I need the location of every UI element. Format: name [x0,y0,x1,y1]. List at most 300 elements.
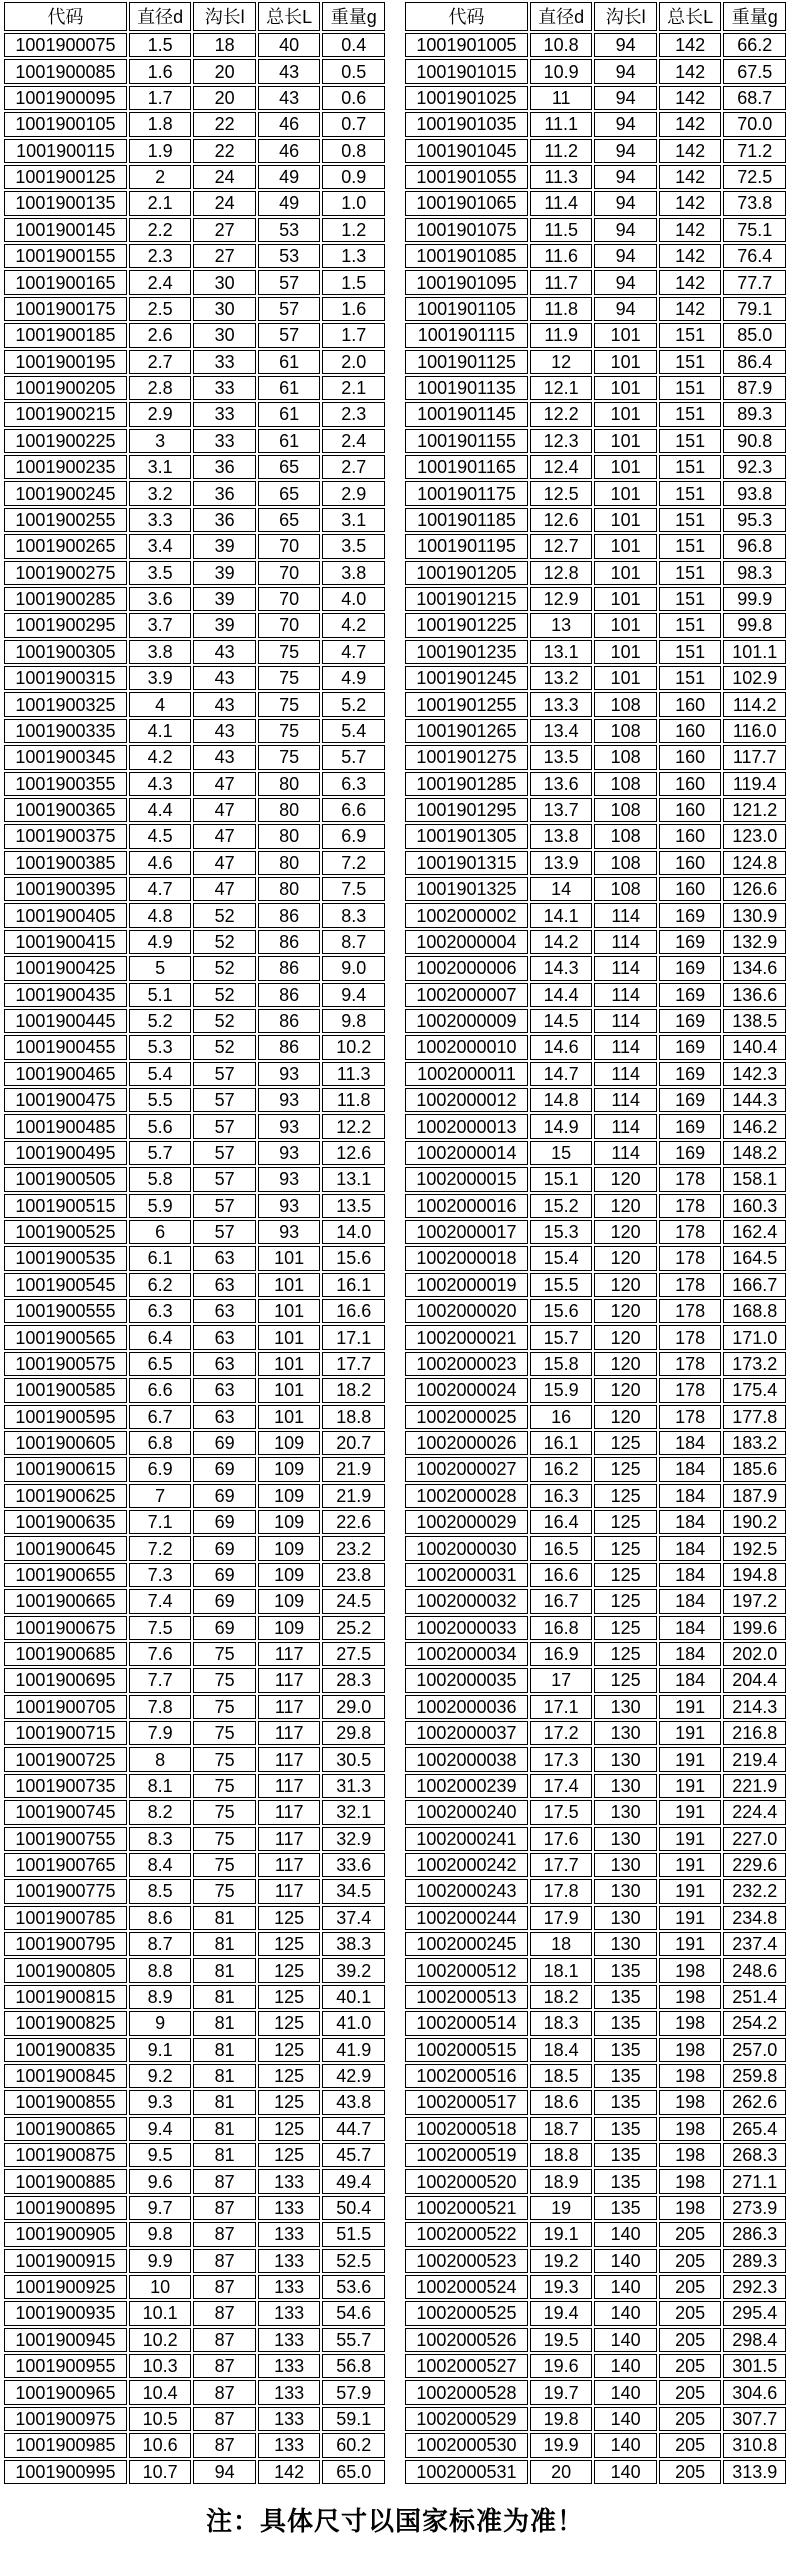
cell-total-length: 86 [258,1035,321,1059]
cell-weight: 2.9 [322,481,385,505]
cell-total-length: 75 [258,692,321,716]
cell-diameter: 3.4 [129,534,192,558]
cell-diameter: 13.8 [530,824,593,848]
cell-total-length: 101 [258,1299,321,1323]
table-row [4,2380,385,2404]
table-row [405,1879,786,1903]
table-row [4,1958,385,1982]
cell-weight: 134.6 [723,956,786,980]
cell-code: 1002000244 [405,1906,528,1930]
cell-weight: 168.8 [723,1299,786,1323]
table-row [405,1668,786,1692]
cell-diameter: 17.2 [530,1721,593,1745]
cell-code: 1002000522 [405,2222,528,2246]
col-header-groove-length: 沟长l [594,2,657,31]
cell-diameter: 20 [530,2460,593,2485]
cell-groove-length: 18 [193,33,256,57]
cell-diameter: 11 [530,86,593,110]
cell-total-length: 117 [258,1747,321,1771]
cell-groove-length: 101 [594,508,657,532]
cell-diameter: 10.3 [129,2354,192,2378]
cell-diameter: 16.4 [530,1510,593,1534]
cell-diameter: 8.4 [129,1853,192,1877]
table-row [4,86,385,110]
cell-diameter: 9.6 [129,2169,192,2193]
cell-total-length: 125 [258,1985,321,2009]
cell-diameter: 15.7 [530,1325,593,1349]
table-row [4,1405,385,1429]
cell-groove-length: 43 [193,692,256,716]
cell-weight: 18.2 [322,1378,385,1402]
cell-code: 1001900705 [4,1695,127,1719]
table-row [4,1589,385,1613]
footnote: 注：具体尺寸以国家标准为准！ [205,2505,584,2536]
cell-diameter: 19.8 [530,2407,593,2431]
cell-weight: 117.7 [723,745,786,769]
table-row [405,903,786,927]
cell-code: 1002000011 [405,1062,528,1086]
cell-groove-length: 125 [594,1536,657,1560]
cell-code: 1001900255 [4,508,127,532]
cell-groove-length: 120 [594,1167,657,1191]
cell-diameter: 13.5 [530,745,593,769]
cell-diameter: 4.3 [129,772,192,796]
cell-weight: 67.5 [723,59,786,83]
cell-total-length: 184 [659,1536,722,1560]
cell-code: 1002000525 [405,2301,528,2325]
cell-groove-length: 52 [193,930,256,954]
cell-total-length: 133 [258,2169,321,2193]
cell-code: 1002000002 [405,903,528,927]
cell-code: 1002000038 [405,1747,528,1771]
cell-total-length: 198 [659,2038,722,2062]
cell-code: 1001901255 [405,692,528,716]
cell-groove-length: 135 [594,1958,657,1982]
cell-total-length: 142 [659,59,722,83]
cell-code: 1002000020 [405,1299,528,1323]
cell-groove-length: 33 [193,376,256,400]
cell-weight: 102.9 [723,666,786,690]
cell-code: 1002000524 [405,2275,528,2299]
cell-code: 1001901115 [405,323,528,347]
cell-groove-length: 125 [594,1589,657,1613]
cell-code: 1001900415 [4,930,127,954]
cell-code: 1001900195 [4,350,127,374]
cell-diameter: 9.1 [129,2038,192,2062]
table-row [405,191,786,215]
cell-weight: 11.3 [322,1062,385,1086]
cell-total-length: 70 [258,534,321,558]
cell-groove-length: 81 [193,1958,256,1982]
cell-weight: 15.6 [322,1246,385,1270]
cell-code: 1002000243 [405,1879,528,1903]
cell-weight: 34.5 [322,1879,385,1903]
cell-code: 1002000006 [405,956,528,980]
cell-groove-length: 33 [193,350,256,374]
table-row [405,1194,786,1218]
cell-total-length: 101 [258,1246,321,1270]
cell-weight: 5.7 [322,745,385,769]
cell-diameter: 10.7 [129,2460,192,2485]
cell-total-length: 125 [258,2117,321,2141]
cell-code: 1001901165 [405,455,528,479]
cell-code: 1001900205 [4,376,127,400]
cell-groove-length: 47 [193,877,256,901]
cell-diameter: 6.3 [129,1299,192,1323]
cell-total-length: 75 [258,640,321,664]
cell-weight: 219.4 [723,1747,786,1771]
cell-groove-length: 87 [193,2301,256,2325]
cell-diameter: 19.6 [530,2354,593,2378]
cell-code: 1001900825 [4,2011,127,2035]
cell-code: 1001900305 [4,640,127,664]
cell-groove-length: 36 [193,455,256,479]
cell-weight: 301.5 [723,2354,786,2378]
cell-diameter: 8.6 [129,1906,192,1930]
cell-total-length: 205 [659,2275,722,2299]
table-row [405,1589,786,1613]
cell-diameter: 9.5 [129,2143,192,2167]
cell-groove-length: 81 [193,2117,256,2141]
table-row [4,2433,385,2457]
cell-groove-length: 94 [594,191,657,215]
cell-diameter: 2.6 [129,323,192,347]
cell-groove-length: 22 [193,112,256,136]
cell-code: 1001900765 [4,1853,127,1877]
cell-groove-length: 140 [594,2354,657,2378]
table-row [4,1853,385,1877]
cell-groove-length: 27 [193,244,256,268]
cell-total-length: 205 [659,2460,722,2485]
cell-diameter: 15.2 [530,1194,593,1218]
cell-weight: 13.1 [322,1167,385,1191]
cell-groove-length: 130 [594,1879,657,1903]
cell-diameter: 17.8 [530,1879,593,1903]
table-row [4,429,385,453]
cell-weight: 4.9 [322,666,385,690]
table-row [4,2169,385,2193]
cell-total-length: 169 [659,1114,722,1138]
cell-diameter: 14.2 [530,930,593,954]
cell-total-length: 101 [258,1273,321,1297]
cell-groove-length: 52 [193,1009,256,1033]
table-row [405,1774,786,1798]
cell-code: 1001900735 [4,1774,127,1798]
cell-diameter: 17 [530,1668,593,1692]
cell-groove-length: 101 [594,429,657,453]
cell-total-length: 125 [258,2038,321,2062]
table-row [405,798,786,822]
cell-code: 1001900585 [4,1378,127,1402]
table-row [4,983,385,1007]
cell-total-length: 117 [258,1668,321,1692]
cell-diameter: 4.6 [129,851,192,875]
table-row [4,1906,385,1930]
cell-weight: 16.1 [322,1273,385,1297]
cell-weight: 76.4 [723,244,786,268]
cell-diameter: 18.3 [530,2011,593,2035]
cell-groove-length: 75 [193,1800,256,1824]
table-row [405,2354,786,2378]
cell-code: 1001900915 [4,2249,127,2273]
cell-weight: 87.9 [723,376,786,400]
cell-total-length: 125 [258,2064,321,2088]
cell-groove-length: 22 [193,139,256,163]
cell-diameter: 5.8 [129,1167,192,1191]
cell-code: 1001900615 [4,1457,127,1481]
cell-weight: 21.9 [322,1484,385,1508]
table-row [4,112,385,136]
cell-code: 1002000018 [405,1246,528,1270]
cell-code: 1002000516 [405,2064,528,2088]
cell-weight: 53.6 [322,2275,385,2299]
table-row [4,1484,385,1508]
cell-weight: 166.7 [723,1273,786,1297]
cell-diameter: 10.5 [129,2407,192,2431]
cell-total-length: 43 [258,86,321,110]
cell-total-length: 178 [659,1378,722,1402]
cell-groove-length: 101 [594,561,657,585]
cell-diameter: 6.1 [129,1246,192,1270]
cell-weight: 216.8 [723,1721,786,1745]
cell-weight: 2.1 [322,376,385,400]
cell-diameter: 9.3 [129,2090,192,2114]
cell-total-length: 142 [258,2460,321,2485]
cell-total-length: 184 [659,1642,722,1666]
table-row [405,2064,786,2088]
cell-code: 1001900645 [4,1536,127,1560]
cell-code: 1001900945 [4,2328,127,2352]
table-row [405,1167,786,1191]
cell-total-length: 109 [258,1616,321,1640]
cell-total-length: 151 [659,613,722,637]
table-row [4,323,385,347]
table-row [405,165,786,189]
cell-diameter: 17.6 [530,1827,593,1851]
cell-groove-length: 47 [193,824,256,848]
cell-code: 1002000034 [405,1642,528,1666]
cell-code: 1001900115 [4,139,127,163]
cell-weight: 22.6 [322,1510,385,1534]
cell-groove-length: 130 [594,1800,657,1824]
cell-code: 1001900865 [4,2117,127,2141]
cell-diameter: 7.9 [129,1721,192,1745]
cell-total-length: 151 [659,534,722,558]
table-row [405,2328,786,2352]
cell-diameter: 16.1 [530,1431,593,1455]
cell-total-length: 160 [659,772,722,796]
cell-code: 1001900105 [4,112,127,136]
cell-groove-length: 81 [193,1932,256,1956]
cell-weight: 27.5 [322,1642,385,1666]
table-row [4,1642,385,1666]
cell-code: 1001900335 [4,719,127,743]
cell-weight: 39.2 [322,1958,385,1982]
cell-weight: 16.6 [322,1299,385,1323]
cell-diameter: 6 [129,1220,192,1244]
header-row [405,2,786,31]
cell-code: 1001900955 [4,2354,127,2378]
cell-groove-length: 75 [193,1827,256,1851]
cell-total-length: 205 [659,2354,722,2378]
table-row [4,640,385,664]
cell-diameter: 1.6 [129,59,192,83]
cell-diameter: 19.7 [530,2380,593,2404]
cell-diameter: 10.4 [129,2380,192,2404]
cell-diameter: 5.4 [129,1062,192,1086]
cell-groove-length: 57 [193,1141,256,1165]
cell-total-length: 109 [258,1484,321,1508]
cell-code: 1002000530 [405,2433,528,2457]
cell-code: 1001901245 [405,666,528,690]
cell-code: 1001901175 [405,481,528,505]
cell-weight: 124.8 [723,851,786,875]
cell-total-length: 133 [258,2433,321,2457]
cell-weight: 77.7 [723,270,786,294]
cell-total-length: 198 [659,2117,722,2141]
table-row [4,534,385,558]
cell-weight: 248.6 [723,1958,786,1982]
cell-code: 1001901075 [405,218,528,242]
cell-total-length: 133 [258,2407,321,2431]
cell-groove-length: 101 [594,666,657,690]
cell-groove-length: 75 [193,1853,256,1877]
cell-total-length: 142 [659,191,722,215]
cell-total-length: 160 [659,824,722,848]
cell-code: 1002000026 [405,1431,528,1455]
cell-code: 1002000529 [405,2407,528,2431]
cell-code: 1001900355 [4,772,127,796]
cell-code: 1002000021 [405,1325,528,1349]
cell-diameter: 16.2 [530,1457,593,1481]
cell-diameter: 3.7 [129,613,192,637]
cell-groove-length: 87 [193,2354,256,2378]
cell-groove-length: 108 [594,798,657,822]
cell-code: 1002000037 [405,1721,528,1745]
cell-groove-length: 135 [594,2090,657,2114]
cell-diameter: 5.3 [129,1035,192,1059]
cell-groove-length: 52 [193,956,256,980]
table-row [405,2433,786,2457]
cell-groove-length: 135 [594,2038,657,2062]
cell-diameter: 15.9 [530,1378,593,1402]
cell-groove-length: 33 [193,402,256,426]
cell-weight: 17.1 [322,1325,385,1349]
cell-total-length: 125 [258,2143,321,2167]
cell-diameter: 1.5 [129,33,192,57]
cell-weight: 175.4 [723,1378,786,1402]
cell-total-length: 205 [659,2222,722,2246]
cell-groove-length: 135 [594,2117,657,2141]
table-row [4,455,385,479]
cell-total-length: 57 [258,270,321,294]
table-row [4,2407,385,2431]
table-row [405,1484,786,1508]
cell-code: 1001900285 [4,587,127,611]
cell-total-length: 178 [659,1325,722,1349]
cell-code: 1001901225 [405,613,528,637]
cell-total-length: 133 [258,2301,321,2325]
cell-code: 1001900525 [4,1220,127,1244]
cell-diameter: 3.8 [129,640,192,664]
cell-groove-length: 69 [193,1536,256,1560]
cell-diameter: 8.9 [129,1985,192,2009]
table-row [405,2090,786,2114]
cell-code: 1001900265 [4,534,127,558]
cell-total-length: 80 [258,877,321,901]
cell-diameter: 12.2 [530,402,593,426]
cell-total-length: 205 [659,2407,722,2431]
cell-weight: 5.4 [322,719,385,743]
cell-total-length: 169 [659,1009,722,1033]
cell-code: 1001900315 [4,666,127,690]
cell-total-length: 178 [659,1246,722,1270]
cell-groove-length: 130 [594,1721,657,1745]
cell-diameter: 14.5 [530,1009,593,1033]
cell-groove-length: 75 [193,1642,256,1666]
cell-weight: 116.0 [723,719,786,743]
cell-code: 1002000515 [405,2038,528,2062]
cell-groove-length: 75 [193,1668,256,1692]
cell-total-length: 86 [258,903,321,927]
table-row [4,1352,385,1376]
table-row [405,139,786,163]
cell-diameter: 7.6 [129,1642,192,1666]
cell-total-length: 43 [258,59,321,83]
table-row [405,824,786,848]
cell-groove-length: 114 [594,930,657,954]
cell-total-length: 70 [258,613,321,637]
cell-groove-length: 130 [594,1906,657,1930]
cell-diameter: 2.7 [129,350,192,374]
cell-diameter: 16 [530,1405,593,1429]
cell-weight: 158.1 [723,1167,786,1191]
table-row [405,640,786,664]
cell-total-length: 169 [659,1062,722,1086]
cell-code: 1001900445 [4,1009,127,1033]
cell-groove-length: 36 [193,481,256,505]
cell-code: 1002000024 [405,1378,528,1402]
cell-groove-length: 120 [594,1246,657,1270]
cell-total-length: 70 [258,561,321,585]
table-row [4,1088,385,1112]
cell-weight: 14.0 [322,1220,385,1244]
table-row [4,2354,385,2378]
cell-weight: 9.0 [322,956,385,980]
cell-weight: 54.6 [322,2301,385,2325]
cell-groove-length: 130 [594,1695,657,1719]
cell-code: 1002000017 [405,1220,528,1244]
cell-diameter: 19.5 [530,2328,593,2352]
cell-diameter: 4.8 [129,903,192,927]
table-row [405,1906,786,1930]
cell-diameter: 7.4 [129,1589,192,1613]
cell-total-length: 178 [659,1220,722,1244]
cell-total-length: 125 [258,1906,321,1930]
cell-total-length: 133 [258,2354,321,2378]
cell-weight: 162.4 [723,1220,786,1244]
cell-code: 1001901035 [405,112,528,136]
cell-groove-length: 87 [193,2380,256,2404]
cell-weight: 29.0 [322,1695,385,1719]
cell-code: 1002000033 [405,1616,528,1640]
cell-diameter: 9.9 [129,2249,192,2273]
table-row [4,2117,385,2141]
cell-total-length: 178 [659,1352,722,1376]
cell-groove-length: 120 [594,1273,657,1297]
table-row [4,1800,385,1824]
cell-code: 1001900405 [4,903,127,927]
